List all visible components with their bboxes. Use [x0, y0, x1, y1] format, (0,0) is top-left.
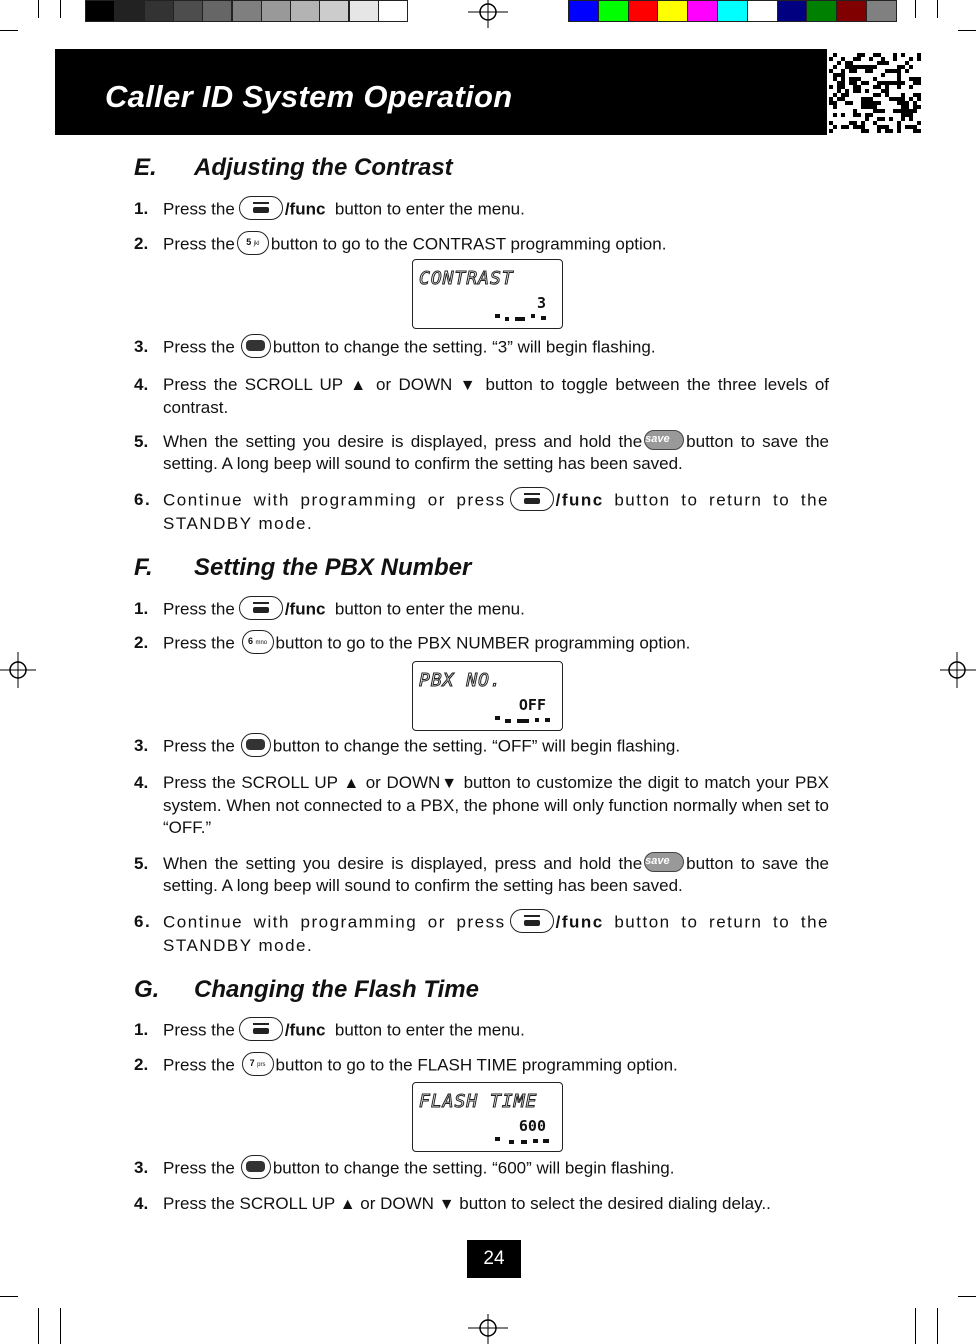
section-heading-g	[134, 976, 479, 1004]
color-bar	[568, 0, 599, 22]
color-bar	[747, 0, 778, 22]
gray-bar	[319, 0, 349, 22]
lcd-display-contrast: CONTRAST 3	[412, 259, 563, 329]
step-f1: 1. Press the /func button to enter the menu.	[134, 598, 829, 622]
step-e1: 1. Press the /func button to enter the menu.	[134, 198, 829, 222]
gray-bar	[378, 0, 408, 22]
page-title: Caller ID System Operation	[105, 79, 513, 114]
section-letter: F.	[134, 554, 153, 581]
step-g4: 4. Press the SCROLL UP ▲ or DOWN ▼ button to select the desired dialing delay..	[134, 1194, 771, 1213]
page-header	[55, 49, 921, 135]
step-f2: 2. Press the 6 mno button to go to the PBX NUMBER programming option.	[134, 632, 829, 656]
menu-button-icon	[510, 487, 554, 511]
color-bar	[598, 0, 629, 22]
gray-bar	[261, 0, 291, 22]
change-setting-button-icon	[241, 733, 271, 757]
step-g3: 3. Press the button to change the setting. “600” will begin flashing.	[134, 1157, 829, 1181]
scroll-down-icon: ▼	[438, 1196, 455, 1213]
key-5-icon: 5 jkl	[237, 231, 269, 255]
step-e5: 5. When the setting you desire is displayed, press and hold the save button to save the setting. A long beep will sound to confirm the setting has been saved.	[134, 431, 829, 475]
gray-bar	[232, 0, 262, 22]
gray-bar	[114, 0, 144, 22]
save-button-icon: save	[644, 852, 684, 872]
scroll-up-icon: ▲	[343, 775, 361, 792]
step-e3: 3. Press the button to change the setting. “3” will begin flashing.	[134, 336, 829, 360]
section-title: Adjusting the Contrast	[194, 154, 453, 181]
gray-bar	[349, 0, 379, 22]
section-title: Setting the PBX Number	[194, 554, 472, 581]
step-f3: 3. Press the button to change the setting. “OFF” will begin flashing.	[134, 735, 829, 759]
step-f4: 4. Press the SCROLL UP ▲ or DOWN▼ button to customize the digit to match your PBX system. When not connected to a PBX, the phone will only function normally when set to “OFF.”	[134, 773, 829, 837]
change-setting-button-icon	[241, 334, 271, 358]
gray-bar	[144, 0, 174, 22]
gray-bar	[173, 0, 203, 22]
color-bar	[806, 0, 837, 22]
menu-button-icon	[239, 1017, 283, 1041]
menu-button-icon	[239, 596, 283, 620]
registration-mark-left	[0, 650, 38, 690]
section-title: Changing the Flash Time	[194, 976, 479, 1003]
section-heading-f	[134, 554, 471, 582]
key-6-icon: 6 mno	[242, 630, 274, 654]
section-letter: E.	[134, 154, 157, 181]
registration-mark-top	[466, 0, 510, 30]
registration-mark-bottom	[466, 1312, 510, 1344]
gray-bar	[290, 0, 320, 22]
page-number: 24	[467, 1240, 521, 1278]
lcd-display-pbx: PBX NO. OFF	[412, 661, 563, 731]
step-e4: 4. Press the SCROLL UP ▲ or DOWN ▼ button to toggle between the three levels of contrast.	[134, 375, 830, 417]
menu-button-icon	[510, 909, 554, 933]
color-bar	[687, 0, 718, 22]
lcd-display-flash-time: FLASH TIME 600	[412, 1082, 563, 1152]
step-e6: 6. Continue with programming or press /func button to return to the STANDBY mode.	[134, 489, 829, 535]
step-g2: 2. Press the 7 prs button to go to the FLASH TIME programming option.	[134, 1054, 829, 1078]
section-heading-e	[134, 154, 453, 182]
gray-bar	[85, 0, 115, 22]
scroll-down-icon: ▼	[440, 775, 458, 792]
menu-button-icon	[239, 196, 283, 220]
key-7-icon: 7 prs	[242, 1052, 274, 1076]
section-letter: G.	[134, 976, 160, 1003]
scroll-up-icon: ▲	[350, 377, 369, 394]
color-bar	[657, 0, 688, 22]
step-f5: 5. When the setting you desire is displayed, press and hold the save button to save the setting. A long beep will sound to confirm the setting has been saved.	[134, 853, 829, 897]
scroll-up-icon: ▲	[339, 1196, 356, 1213]
color-bar	[836, 0, 867, 22]
step-g1: 1. Press the /func button to enter the menu.	[134, 1019, 829, 1043]
scroll-down-icon: ▼	[459, 377, 479, 394]
color-bar	[866, 0, 897, 22]
color-bar	[777, 0, 808, 22]
registration-mark-right	[938, 650, 976, 690]
save-button-icon: save	[644, 430, 684, 450]
color-bar	[628, 0, 659, 22]
step-f6: 6. Continue with programming or press /func button to return to the STANDBY mode.	[134, 911, 829, 957]
step-e2: 2. Press the 5 jkl button to go to the CONTRAST programming option.	[134, 233, 829, 257]
color-bar	[717, 0, 748, 22]
gray-bar	[202, 0, 232, 22]
qr-code-image	[827, 49, 921, 135]
change-setting-button-icon	[241, 1155, 271, 1179]
